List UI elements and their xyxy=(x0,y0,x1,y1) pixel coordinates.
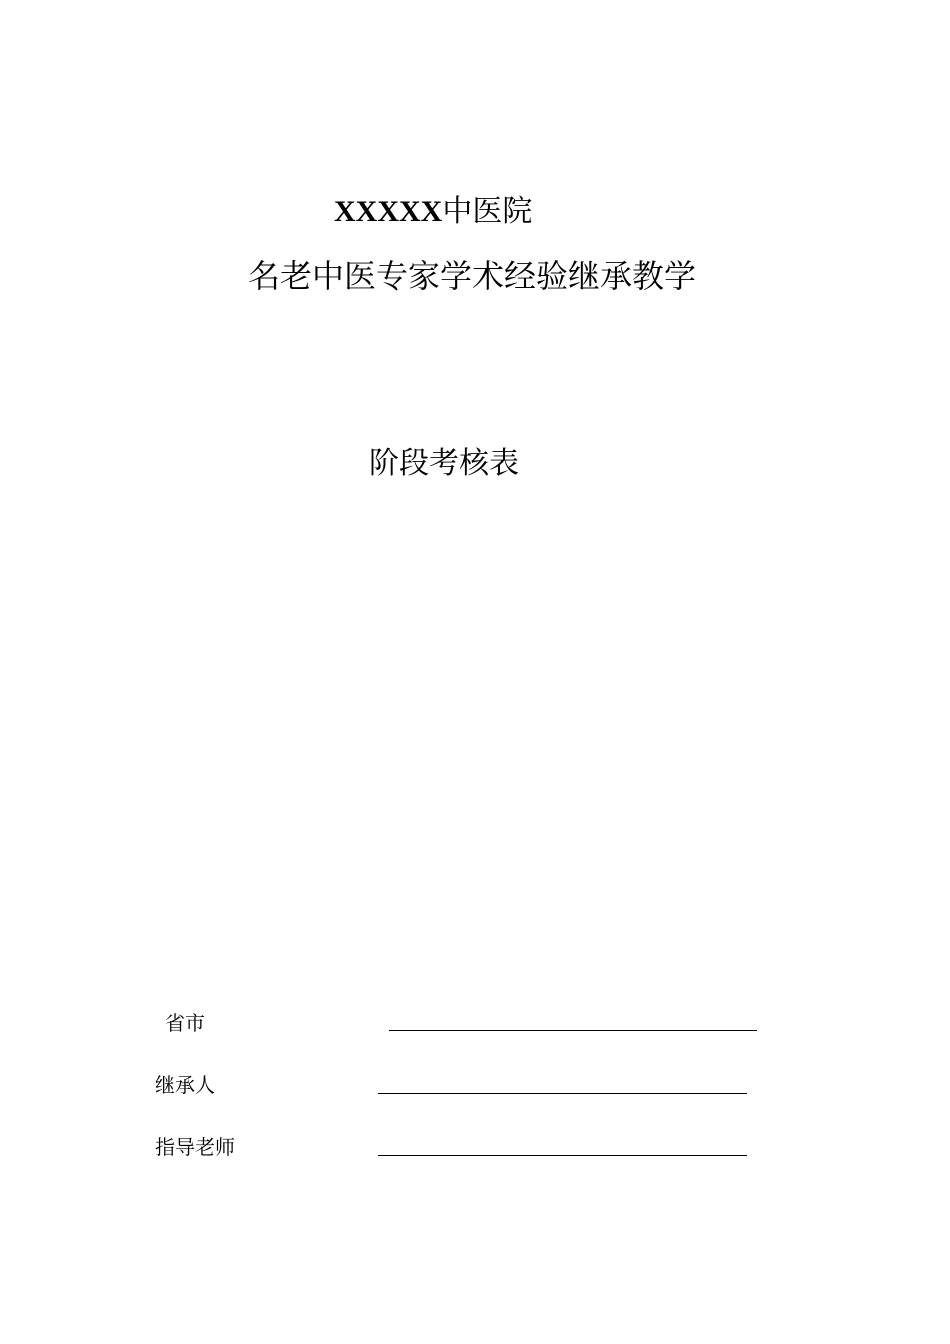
form-title: 阶段考核表 xyxy=(369,446,519,481)
successor-label: 继承人 xyxy=(155,1073,215,1097)
mentor-label: 指导老师 xyxy=(155,1135,235,1159)
hospital-name xyxy=(334,190,532,234)
hospital-code: XXXXX xyxy=(334,195,443,228)
hospital-suffix: 中医院 xyxy=(442,194,533,229)
province-city-field[interactable] xyxy=(389,1030,757,1031)
successor-field[interactable] xyxy=(378,1093,747,1094)
province-city-label: 省市 xyxy=(165,1011,205,1035)
mentor-field[interactable] xyxy=(378,1155,747,1156)
program-title: 名老中医专家学术经验继承教学 xyxy=(248,257,697,295)
